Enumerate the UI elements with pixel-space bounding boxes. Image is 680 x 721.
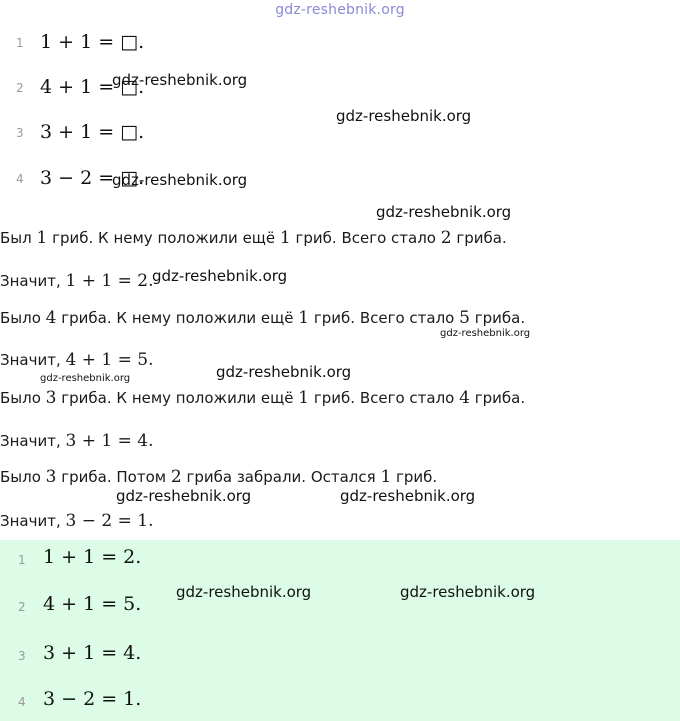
answer-expression: 1 + 1 = 2. (43, 546, 142, 568)
watermark: gdz-reshebnik.org (176, 583, 312, 601)
task-expression: 3 + 1 = □. (40, 121, 145, 143)
task-number: 1 (16, 36, 24, 50)
explanation-conclusion: Значит, 3 + 1 = 4. (0, 431, 154, 451)
explanation-sentence: Был 1 гриб. К нему положили ещё 1 гриб. Всего стало 2 гриба. (0, 228, 507, 248)
answer-expression: 4 + 1 = 5. (43, 593, 142, 615)
watermark: gdz-reshebnik.org (152, 267, 288, 285)
watermark: gdz-reshebnik.org (340, 487, 476, 505)
header-watermark: gdz-reshebnik.org (275, 2, 405, 18)
answer-expression: 3 − 2 = 1. (43, 688, 142, 710)
answer-number: 2 (18, 600, 26, 614)
explanation-conclusion: Значит, 3 − 2 = 1. (0, 511, 154, 531)
watermark-small: gdz-reshebnik.org (440, 328, 531, 339)
watermark: gdz-reshebnik.org (112, 171, 248, 189)
task-number: 3 (16, 126, 24, 140)
watermark: gdz-reshebnik.org (400, 583, 536, 601)
answer-number: 4 (18, 695, 26, 709)
watermark: gdz-reshebnik.org (376, 203, 512, 221)
watermark-small: gdz-reshebnik.org (40, 373, 131, 384)
explanation-conclusion: Значит, 1 + 1 = 2. (0, 271, 154, 291)
explanation-sentence: Было 3 гриба. Потом 2 гриба забрали. Остался 1 гриб. (0, 467, 438, 487)
task-expression: 3 − 2 = □. (40, 167, 145, 189)
watermark: gdz-reshebnik.org (336, 107, 472, 125)
watermark: gdz-reshebnik.org (216, 363, 352, 381)
watermark: gdz-reshebnik.org (116, 487, 252, 505)
task-number: 4 (16, 172, 24, 186)
task-expression: 1 + 1 = □. (40, 31, 145, 53)
answer-number: 3 (18, 649, 26, 663)
watermark: gdz-reshebnik.org (112, 71, 248, 89)
answer-block (0, 540, 680, 721)
answer-expression: 3 + 1 = 4. (43, 642, 142, 664)
task-expression: 4 + 1 = □. (40, 76, 145, 98)
explanation-sentence: Было 4 гриба. К нему положили ещё 1 гриб. Всего стало 5 гриба. (0, 308, 526, 328)
answer-number: 1 (18, 553, 26, 567)
explanation-sentence: Было 3 гриба. К нему положили ещё 1 гриб. Всего стало 4 гриба. (0, 388, 526, 408)
task-number: 2 (16, 81, 24, 95)
explanation-conclusion: Значит, 4 + 1 = 5. (0, 350, 154, 370)
